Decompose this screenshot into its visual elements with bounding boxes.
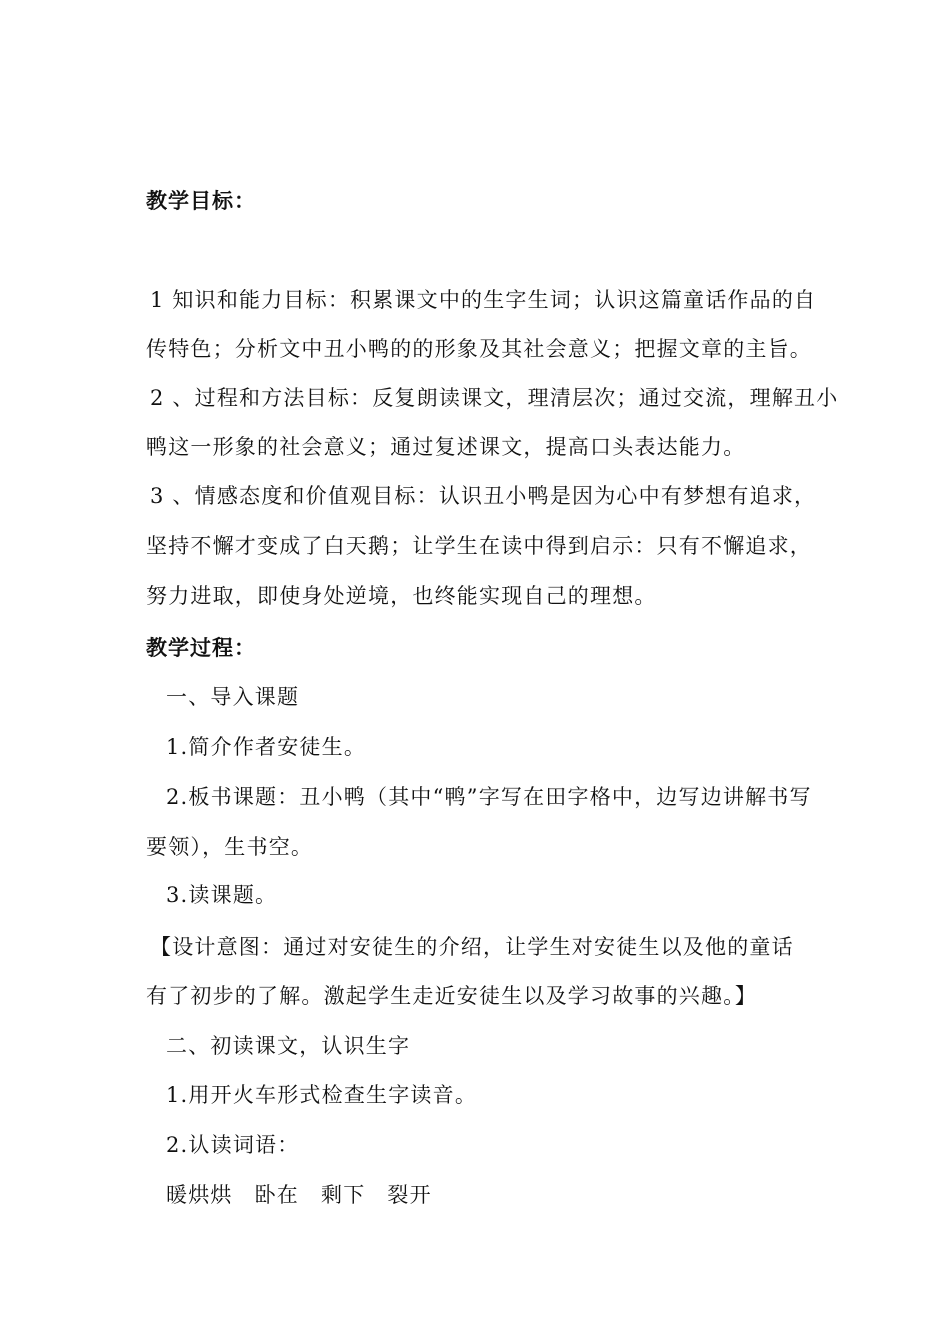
process-item-2-cont: 要领），生书空。 bbox=[146, 835, 314, 859]
process-item-1: 1.简介作者安徒生。 bbox=[166, 735, 367, 759]
vocab-word: 剩下 bbox=[321, 1183, 366, 1207]
process-item-3: 3.读课题。 bbox=[166, 883, 278, 907]
heading-teaching-goals: 教学目标： bbox=[146, 188, 256, 213]
goal-line-5: 3 、情感态度和价值观目标：认识丑小鸭是因为心中有梦想有追求， bbox=[150, 484, 817, 508]
goal-line-3: 2 、过程和方法目标：反复朗读课文，理清层次；通过交流，理解丑小 bbox=[150, 386, 839, 410]
goal-line-7: 努力进取，即使身处逆境，也终能实现自己的理想。 bbox=[146, 584, 657, 608]
goal-line-6: 坚持不懈才变成了白天鹅；让学生在读中得到启示：只有不懈追求， bbox=[146, 534, 812, 558]
vocab-word: 卧在 bbox=[254, 1183, 300, 1207]
goal-line-4: 鸭这一形象的社会意义；通过复述课文，提高口头表达能力。 bbox=[146, 435, 746, 459]
process-item-4: 1.用开火车形式检查生字读音。 bbox=[166, 1083, 478, 1107]
process-item-5: 2.认读词语： bbox=[166, 1133, 300, 1157]
vocab-word: 暖烘烘 bbox=[166, 1183, 233, 1207]
process-item-2: 2.板书课题：丑小鸭（其中“鸭”字写在田字格中，边写边讲解书写 bbox=[166, 785, 812, 809]
vocab-list bbox=[166, 1180, 836, 1210]
design-intent-line-2: 有了初步的了解。激起学生走近安徒生以及学习故事的兴趣。】 bbox=[146, 984, 758, 1008]
heading-teaching-process: 教学过程： bbox=[146, 635, 256, 660]
design-intent-line-1: 【设计意图：通过对安徒生的介绍，让学生对安徒生以及他的童话 bbox=[150, 935, 794, 959]
goal-line-2: 传特色；分析文中丑小鸭的的形象及其社会意义；把握文章的主旨。 bbox=[146, 337, 812, 361]
process-section-2-title: 二、初读课文，认识生字 bbox=[166, 1034, 411, 1058]
goal-line-1: 1 知识和能力目标：积累课文中的生字生词；认识这篇童话作品的自 bbox=[150, 288, 817, 312]
vocab-word: 裂开 bbox=[387, 1183, 432, 1207]
process-section-1-title: 一、导入课题 bbox=[166, 685, 300, 709]
